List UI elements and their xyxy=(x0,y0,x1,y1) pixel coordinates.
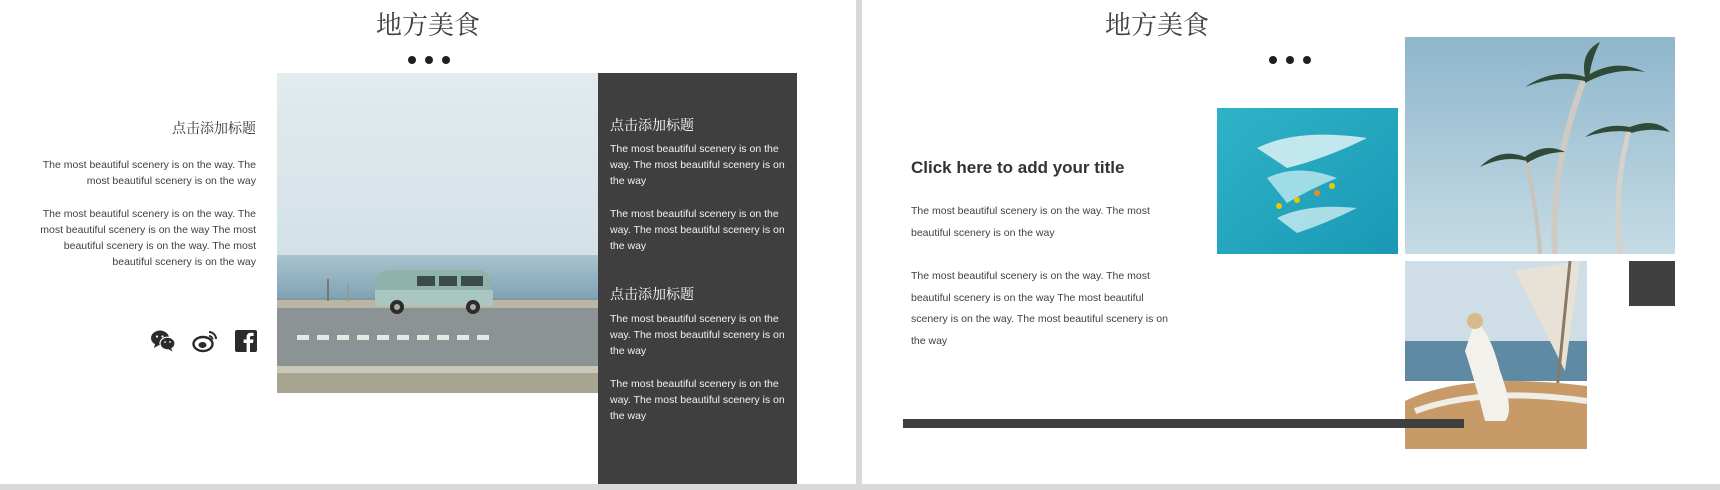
right-heading: Click here to add your title xyxy=(911,158,1125,177)
dot xyxy=(425,56,433,64)
left-paragraph-1: The most beautiful scenery is on the way. The most beautiful scenery is on the way xyxy=(42,159,256,187)
dot xyxy=(408,56,416,64)
right-paragraph-1: The most beautiful scenery is on the way. The most beautiful scenery is on the way xyxy=(911,205,1150,239)
slide-title: 地方美食 xyxy=(1104,11,1209,41)
dark-square-accent xyxy=(1629,261,1675,306)
slide-left xyxy=(0,0,856,484)
panel-heading-1: 点击添加标题 xyxy=(610,118,694,134)
panel-paragraph-4: The most beautiful scenery is on the way. The most beautiful scenery is on the way xyxy=(610,378,785,422)
dark-text-panel xyxy=(598,73,797,484)
palm-trees-photo xyxy=(1405,37,1675,254)
panel-paragraph-1: The most beautiful scenery is on the way. The most beautiful scenery is on the way xyxy=(610,143,785,187)
right-paragraph-2: The most beautiful scenery is on the way. The most beautiful scenery is on the way The most beautiful scenery is on the way. The most beautiful scenery is on the way xyxy=(911,270,1168,347)
weibo-icon[interactable] xyxy=(192,328,218,354)
surfing-photo xyxy=(1217,108,1398,254)
slide-title: 地方美食 xyxy=(375,11,480,41)
panel-paragraph-2: The most beautiful scenery is on the way. The most beautiful scenery is on the way xyxy=(610,208,785,252)
dots-ornament xyxy=(1269,56,1311,64)
facebook-icon[interactable] xyxy=(233,328,259,354)
van-seaside-photo xyxy=(277,73,598,393)
dot xyxy=(442,56,450,64)
panel-paragraph-3: The most beautiful scenery is on the way. The most beautiful scenery is on the way xyxy=(610,313,785,357)
slide-right xyxy=(862,0,1720,484)
dots-ornament xyxy=(408,56,450,64)
left-heading: 点击添加标题 xyxy=(172,121,256,137)
left-paragraph-2: The most beautiful scenery is on the way. The most beautiful scenery is on the way The most beautiful scenery is on the way. The most beautiful scenery is on the way xyxy=(40,208,256,268)
dot xyxy=(1303,56,1311,64)
dot xyxy=(1269,56,1277,64)
dot xyxy=(1286,56,1294,64)
panel-heading-2: 点击添加标题 xyxy=(610,287,694,303)
dark-bar-accent xyxy=(903,419,1464,428)
wechat-icon[interactable] xyxy=(150,328,176,354)
